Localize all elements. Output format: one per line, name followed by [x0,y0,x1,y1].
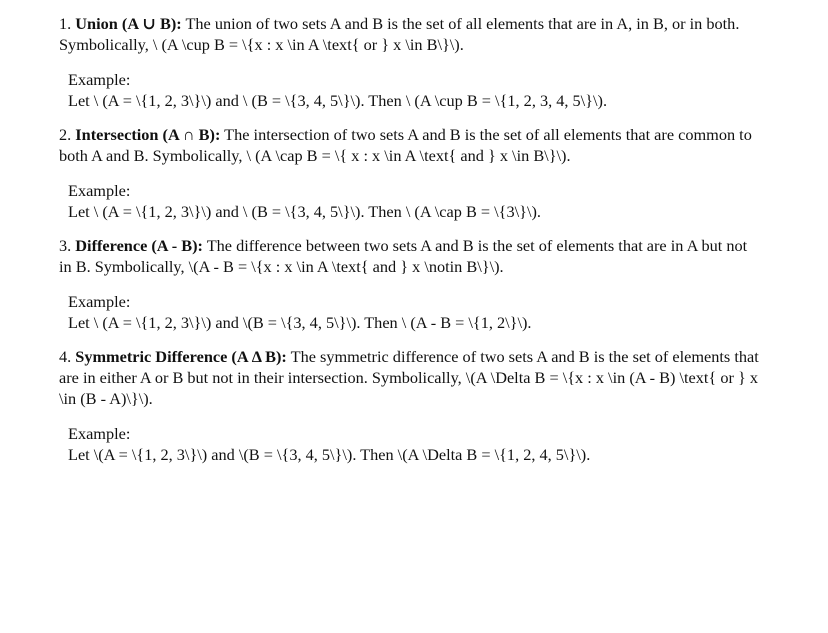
example-text: Let \ (A = \{1, 2, 3\}\) and \ (B = \{3, 4, 5\}\). Then \ (A \cup B = \{1, 2, 3, 4, 5\}\). [68,91,608,110]
definition-text: The intersection of two sets A and B is the set of all elements that are common to both A and B. Symbolically, \ (A \cap B = \{ x : x \in A \text{ and } x \in B\}\). [59,125,752,165]
section-intersection [59,124,759,222]
section-number: 4. [59,347,72,366]
section-number: 3. [59,236,72,255]
document-body [59,13,759,465]
definition-text: The union of two sets A and B is the set of all elements that are in A, in B, or in both. Symbolically, \ (A \cup B = \{x : x \in A \text{ or } x \in B\}\). [59,14,740,54]
definition-paragraph [59,346,759,409]
definition-text: The symmetric difference of two sets A and B is the set of elements that are in either A or B but not in their intersection. Symbolically, \(A \Delta B = \{x : x \in (A - B) \text{ or } x \in (B - A)\}\). [59,347,759,408]
term-heading: Intersection (A ∩ B): [75,125,221,144]
section-union [59,13,759,111]
term-heading: Difference (A - B): [75,236,203,255]
definition-paragraph [59,124,759,166]
example-label: Example: [68,292,131,311]
example-block [59,423,759,465]
example-label: Example: [68,181,131,200]
example-block [59,69,759,111]
example-label: Example: [68,424,131,443]
example-text: Let \(A = \{1, 2, 3\}\) and \(B = \{3, 4, 5\}\). Then \(A \Delta B = \{1, 2, 4, 5\}\). [68,445,591,464]
example-text: Let \ (A = \{1, 2, 3\}\) and \ (B = \{3, 4, 5\}\). Then \ (A \cap B = \{3\}\). [68,202,541,221]
definition-paragraph [59,13,759,55]
section-difference [59,235,759,333]
section-number: 1. [59,14,72,33]
example-text: Let \ (A = \{1, 2, 3\}\) and \(B = \{3, 4, 5\}\). Then \ (A - B = \{1, 2\}\). [68,313,532,332]
section-number: 2. [59,125,72,144]
section-symmetric-difference [59,346,759,465]
definition-text: The difference between two sets A and B is the set of elements that are in A but not in B. Symbolically, \(A - B = \{x : x \in A \text{ and } x \notin B\}\). [59,236,748,276]
definition-paragraph [59,235,759,277]
example-block [59,180,759,222]
term-heading: Union (A ∪ B): [75,14,182,33]
example-label: Example: [68,70,131,89]
example-block [59,291,759,333]
term-heading: Symmetric Difference (A Δ B): [75,347,287,366]
